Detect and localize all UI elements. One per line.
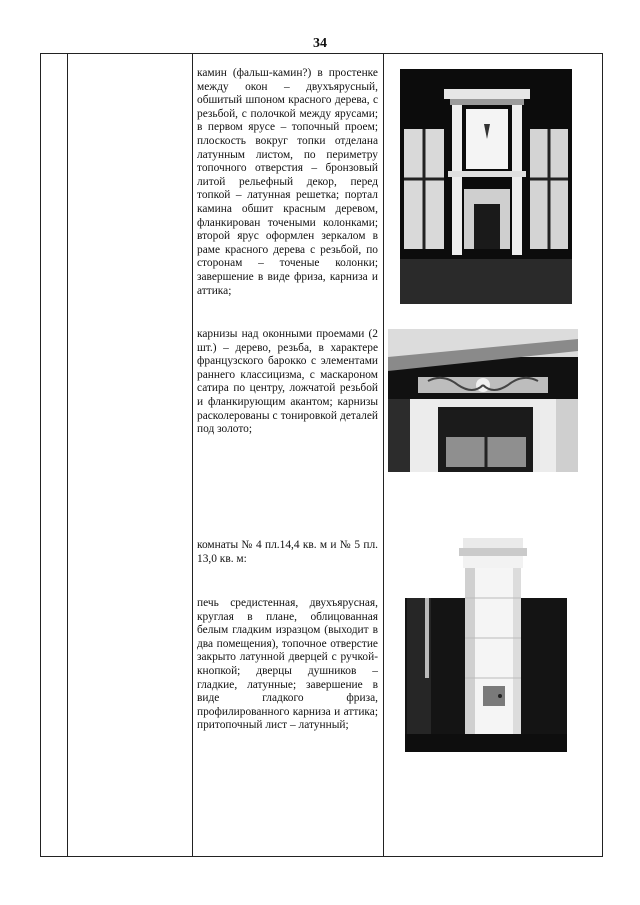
page-number: 34	[313, 36, 327, 51]
column-divider	[192, 54, 193, 856]
cornice-image	[388, 329, 578, 472]
rooms-heading: комнаты № 4 пл.14,4 кв. м и № 5 пл. 13,0 кв. м:	[197, 539, 378, 565]
fireplace-description: камин (фальш-камин?) в простенке между окон – двухъярусный, обшитый шпоном красного дерева, с резьбой, с полочкой между ярусами; в первом ярусе – топочный проем; плоскость вокруг топки отделана латунным листом, по периметру топочного отверстия – бронзовый литой рельефный декор, перед топкой – латунная решетка; портал камина обшит красным деревом, фланкирован точеными колонками; второй ярус оформлен зеркалом в раме красного дерева с резьбой, по сторонам – точеные колонки; завершение в виде фриза, карниза и аттика;	[197, 67, 378, 297]
cornice-photo	[388, 329, 578, 472]
fireplace-photo	[400, 69, 572, 304]
stove-description: печь средистенная, двухъярусная, круглая в плане, облицованная белым гладким изразцом (выходит в два помещения), топочное отверстие закрыто латунной дверцей с ручкой-кнопкой; дверцы душников – гладкие, латунные; завершение в виде гладкого фриза, профилированного карниза и аттика; притопочный лист – латунный;	[197, 597, 378, 732]
column-divider	[67, 54, 68, 856]
column-divider	[383, 54, 384, 856]
cornices-description: карнизы над оконными проемами (2 шт.) – дерево, резьба, в характере французского барокко с элементами раннего классицизма, с маскароном сатира по центру, ложчатой резьбой и фланкирующим акантом; карнизы расколерованы с тонировкой деталей под золото;	[197, 328, 378, 436]
stove-photo	[405, 538, 567, 752]
fireplace-image	[400, 69, 572, 304]
stove-image	[405, 538, 567, 752]
